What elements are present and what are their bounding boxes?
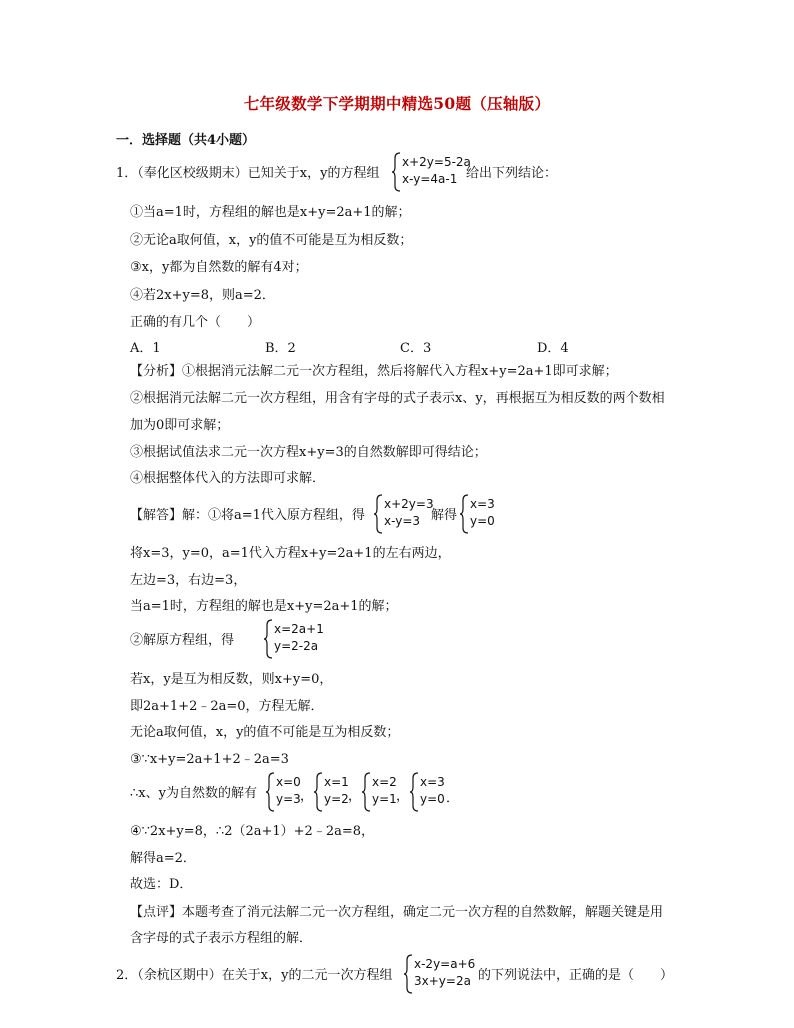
analysis-line: ③根据试值法求二元一次方程x+y=3的自然数解即可得结论；	[130, 445, 487, 460]
q1-options	[130, 340, 569, 358]
solution-line: 故选：D．	[130, 877, 193, 892]
solution-result	[460, 494, 506, 534]
conclusion-3: ③x，y都为自然数的解有4对；	[130, 260, 308, 275]
solution-line: 当a=1时，方程组的解也是x+y=2a+1的解；	[130, 599, 398, 614]
equation: y=0	[470, 514, 495, 528]
equation: x=2a+1	[274, 622, 324, 636]
conclusion-2: ②无论a取何值，x，y的值不可能是互为相反数；	[130, 233, 413, 248]
equation: 3x+y=2a	[414, 974, 471, 988]
solution-line: ④∵2x+y=8，∴2（2a+1）+2﹣2a=8，	[130, 824, 375, 839]
separator: ，	[348, 789, 362, 804]
comment-line: 【点评】本题考查了消元法解二元一次方程组，确定二元一次方程的自然数解，解题关键是用	[130, 905, 664, 920]
period: ．	[446, 791, 460, 806]
analysis-line: ④根据整体代入的方法即可求解．	[130, 471, 326, 486]
solution-line: ②解原方程组，得	[130, 633, 235, 648]
option-b: B．2	[265, 341, 296, 356]
brace-icon	[266, 772, 276, 812]
brace-icon	[460, 494, 470, 534]
equation: x+2y=3	[384, 497, 434, 511]
solution-line: ③∵x+y=2a+1+2﹣2a=3	[130, 752, 289, 767]
equation: x-y=4a-1	[402, 172, 458, 186]
option-c: C．3	[400, 341, 432, 356]
solution-text: 解得	[431, 508, 458, 523]
equation: y=1	[372, 792, 397, 806]
q1-question: 正确的有几个（ ）	[130, 315, 261, 330]
equation: x=3	[470, 497, 495, 511]
equation: x-2y=a+6	[414, 957, 476, 971]
solution-line: 即2a+1+2﹣2a=0，方程无解．	[130, 699, 324, 714]
solution-line: 将x=3，y=0，a=1代入方程x+y=2a+1的左右两边，	[130, 546, 451, 561]
q2-system	[404, 954, 484, 994]
solution-line: 若x，y是互为相反数，则x+y=0，	[130, 672, 333, 687]
brace-icon	[362, 772, 372, 812]
solution-line: 左边=3，右边=3，	[130, 573, 247, 588]
brace-icon	[264, 619, 274, 659]
solution-system	[374, 494, 438, 534]
equation: y=2	[324, 792, 349, 806]
section-heading: 一．选择题（共4小题）	[116, 133, 256, 148]
equation: x=1	[324, 775, 349, 789]
analysis-line: 【分析】①根据消元法解二元一次方程组，然后将解代入方程x+y=2a+1即可求解；	[130, 364, 618, 379]
equation: x=3	[420, 775, 445, 789]
equation: y=2-2a	[274, 639, 319, 653]
equation: y=3	[276, 792, 301, 806]
solution-line: ∴x、y为自然数的解有	[130, 786, 257, 801]
analysis-line: 加为0即可求解；	[130, 418, 230, 433]
q1-stem-end: 给出下列结论：	[466, 166, 558, 181]
equation: x=0	[276, 775, 301, 789]
brace-icon	[392, 152, 402, 192]
equation: x=2	[372, 775, 397, 789]
equation: x-y=3	[384, 514, 421, 528]
separator: ，	[300, 789, 314, 804]
brace-icon	[314, 772, 324, 812]
option-d: D．4	[537, 341, 569, 356]
separator: ，	[396, 789, 410, 804]
conclusion-1: ①当a=1时，方程组的解也是x+y=2a+1的解；	[130, 205, 411, 220]
q2-stem: 2．（余杭区期中）在关于x，y的二元一次方程组	[116, 968, 393, 983]
solution-line: 【解答】解：①将a=1代入原方程组，得	[130, 508, 365, 523]
q1-stem: 1．（奉化区校级期末）已知关于x，y的方程组	[116, 166, 380, 181]
brace-icon	[404, 954, 414, 994]
brace-icon	[374, 494, 384, 534]
option-a: A．1	[130, 341, 161, 356]
solution-system	[264, 619, 334, 659]
conclusion-4: ④若2x+y=8，则a=2．	[130, 288, 275, 303]
analysis-line: ②根据消元法解二元一次方程组，用含有字母的式子表示x、y，再根据互为相反数的两个数相	[130, 391, 665, 406]
brace-icon	[410, 772, 420, 812]
equation: x+2y=5-2a	[402, 155, 471, 169]
page-title: 七年级数学下学期期中精选50题（压轴版）	[243, 94, 551, 113]
q2-stem-end: 的下列说法中，正确的是（ ）	[478, 968, 674, 983]
equation: y=0	[420, 792, 445, 806]
comment-line: 含字母的式子表示方程组的解．	[130, 931, 313, 946]
solution-line: 解得a=2．	[130, 851, 196, 866]
solution-line: 无论a取何值，x，y的值不可能是互为相反数；	[130, 725, 400, 740]
